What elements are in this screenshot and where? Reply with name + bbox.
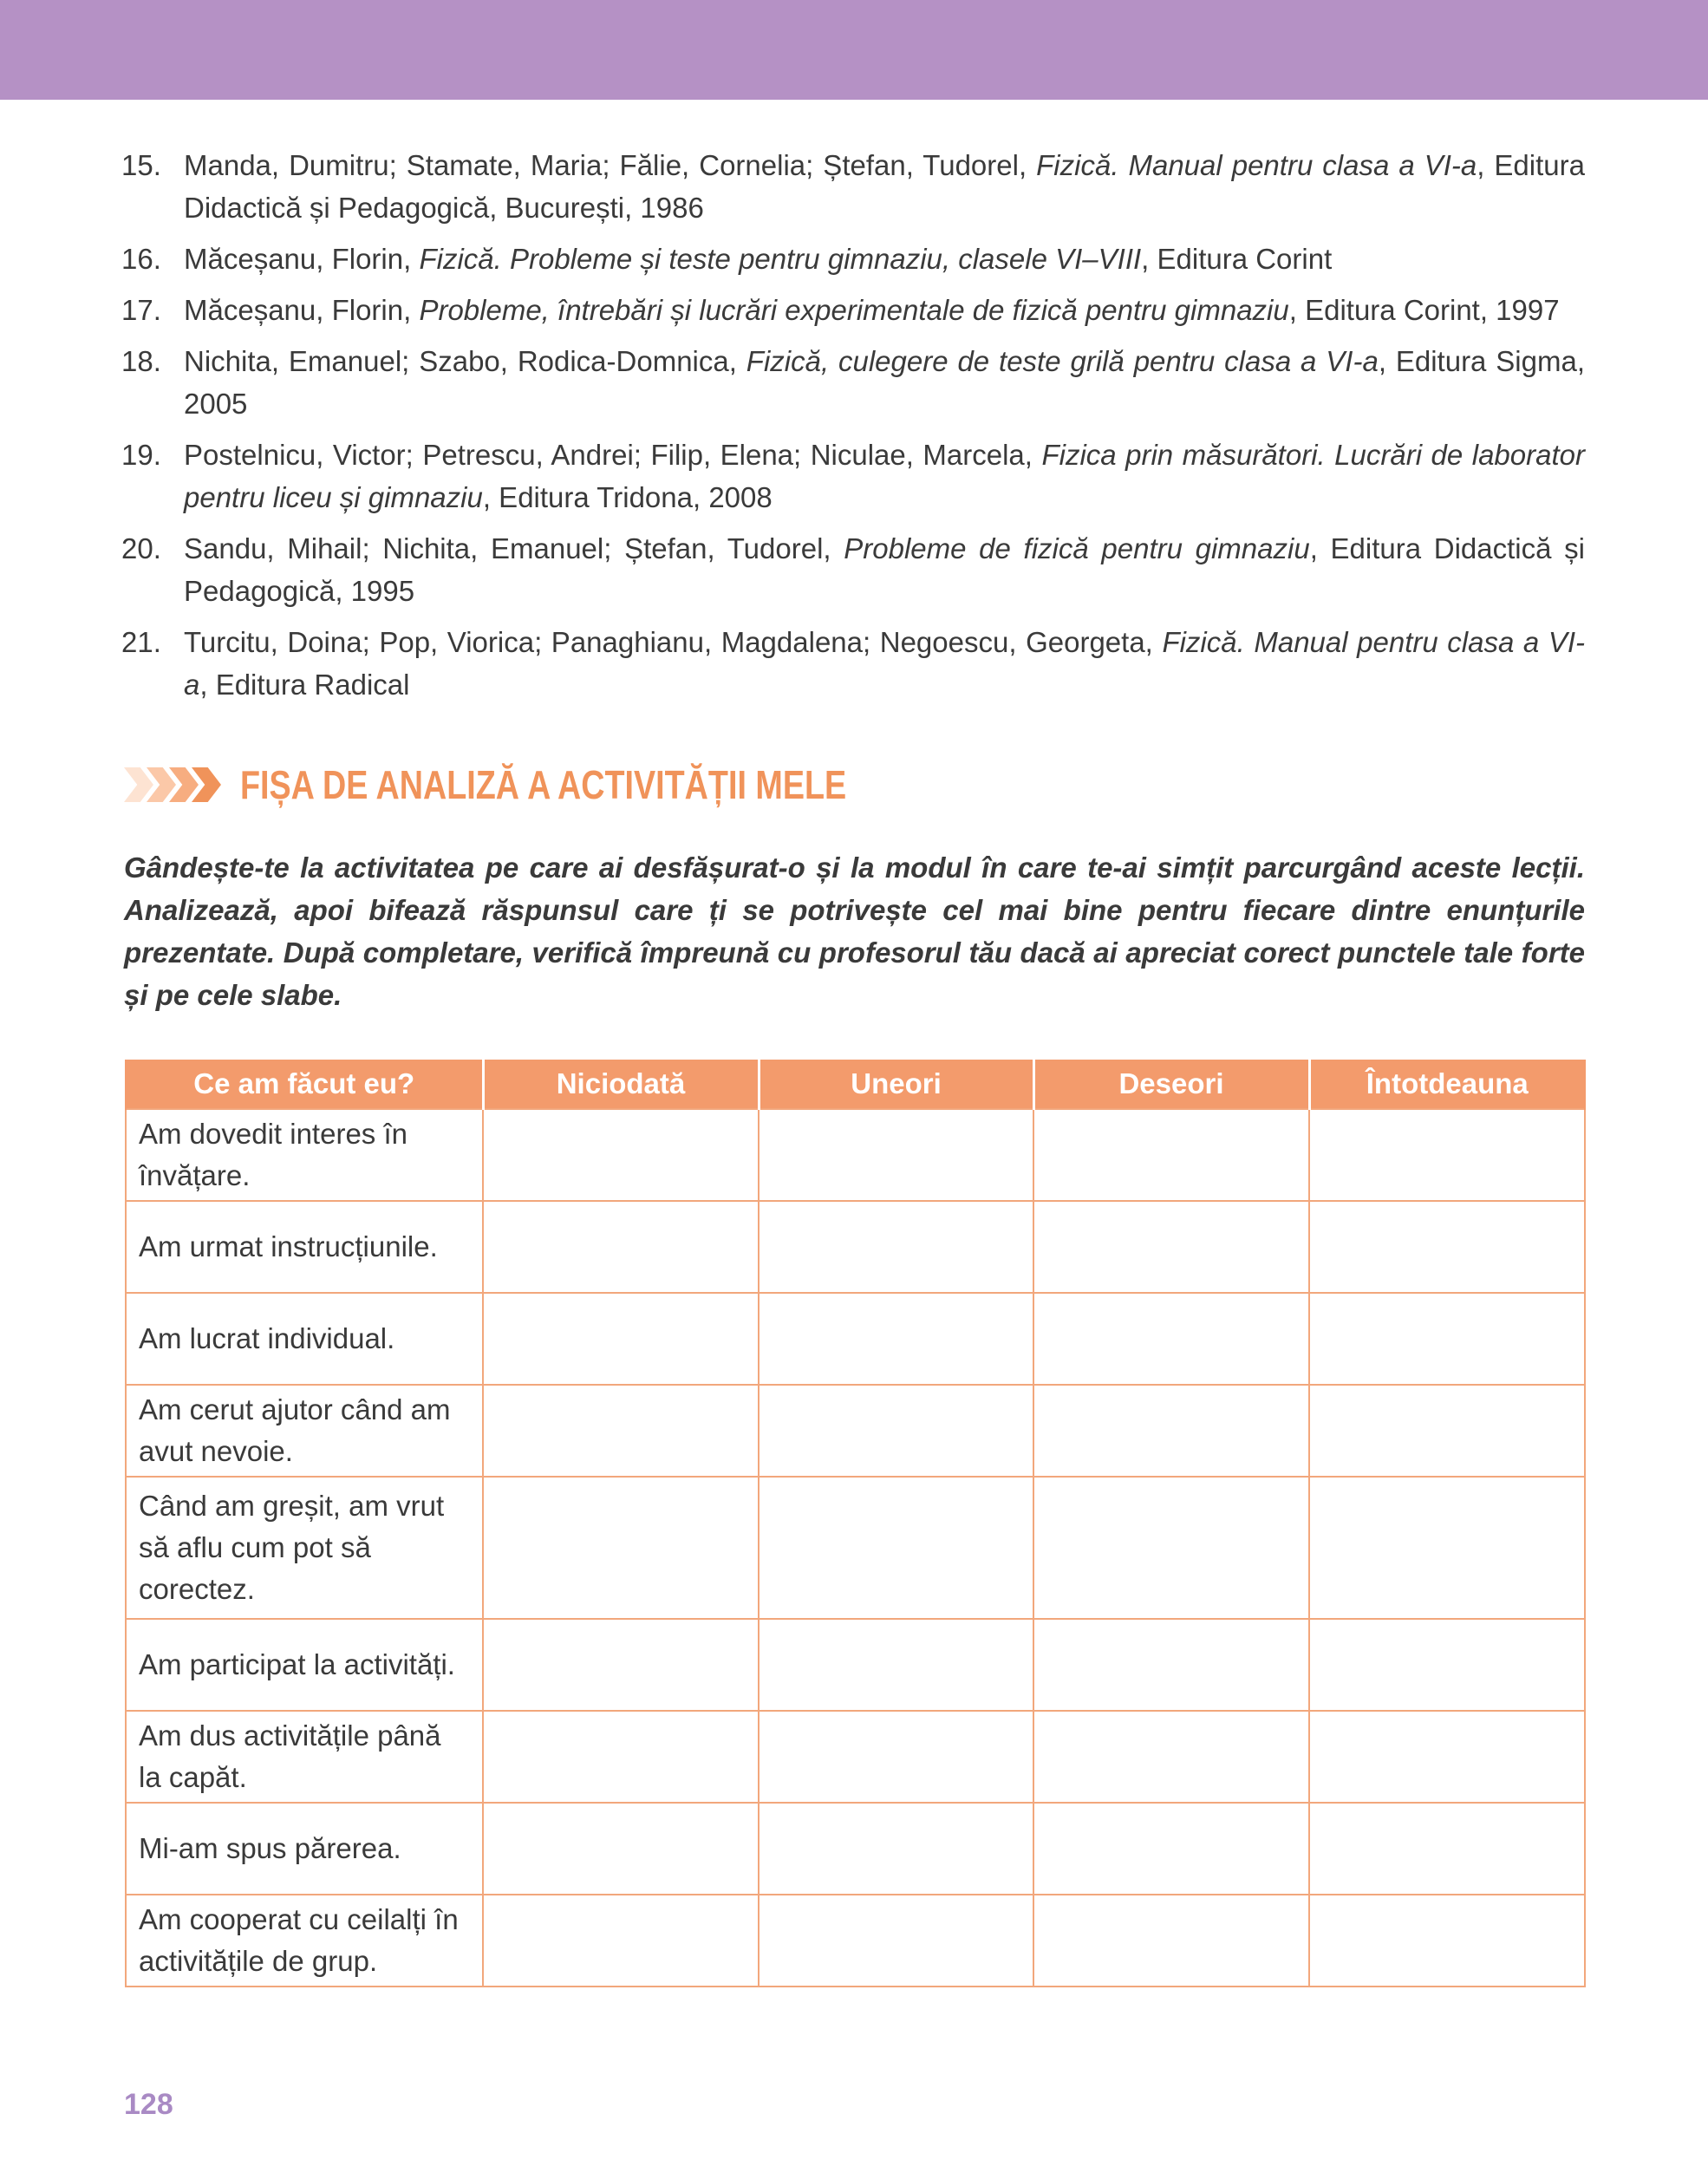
checkbox-cell-sometimes[interactable] (759, 1711, 1033, 1803)
item-publisher: , Editura Sigma, 2005 (184, 345, 1585, 420)
activity-statement: Când am greșit, am vrut să aflu cum pot să corectez. (126, 1477, 483, 1619)
checkbox-cell-sometimes[interactable] (759, 1477, 1033, 1619)
bibliography-item (121, 527, 1585, 612)
table-row (126, 1109, 1585, 1201)
checkbox-cell-never[interactable] (483, 1803, 759, 1895)
bibliography-item (121, 434, 1585, 519)
bibliography-item (121, 340, 1585, 425)
bibliography-item (121, 621, 1585, 706)
section-heading (124, 754, 980, 815)
checkbox-cell-sometimes[interactable] (759, 1895, 1033, 1987)
checkbox-cell-always[interactable] (1309, 1293, 1585, 1385)
checkbox-cell-often[interactable] (1033, 1109, 1309, 1201)
checkbox-cell-sometimes[interactable] (759, 1293, 1033, 1385)
item-number: 19. (121, 439, 161, 471)
header-sometimes: Uneori (759, 1060, 1033, 1109)
item-authors: Măceșanu, Florin, (184, 243, 420, 275)
item-title: Fizică, culegere de teste grilă pentru clasa a VI-a (746, 345, 1379, 377)
top-color-band (0, 0, 1708, 100)
item-publisher: , Editura Corint, 1997 (1288, 294, 1560, 326)
bibliography-item (121, 144, 1585, 229)
activity-statement: Mi-am spus părerea. (126, 1803, 483, 1895)
checkbox-cell-often[interactable] (1033, 1619, 1309, 1711)
instructions-text: Gândește-te la activitatea pe care ai desfășurat-o și la modul în care te-ai simțit parcurgând aceste lecții. Analizează, apoi bifează răspunsul care ți se potrivește cel mai bine pentru fiecare dintre enunțurile prezentate. După completare, verifică împreună cu profesorul tău dacă ai apreciat corect punctele tale forte și pe cele slabe. (124, 851, 1585, 1011)
item-number: 17. (121, 294, 161, 326)
item-number: 16. (121, 243, 161, 275)
item-number: 15. (121, 149, 161, 181)
item-authors: Măceșanu, Florin, (184, 294, 420, 326)
bibliography-item (121, 289, 1585, 331)
checkbox-cell-always[interactable] (1309, 1803, 1585, 1895)
item-number: 20. (121, 532, 161, 564)
checkbox-cell-never[interactable] (483, 1477, 759, 1619)
page-number: 128 (124, 2088, 173, 2121)
item-title: Fizica prin măsurători. Lucrări de laborator pentru liceu și gimnaziu (184, 439, 1585, 513)
activity-statement: Am cooperat cu ceilalți în activitățile de grup. (126, 1895, 483, 1987)
checkbox-cell-often[interactable] (1033, 1385, 1309, 1477)
checkbox-cell-always[interactable] (1309, 1895, 1585, 1987)
activity-statement: Am lucrat individual. (126, 1293, 483, 1385)
item-title: Probleme de fizică pentru gimnaziu (844, 532, 1310, 564)
table-row (126, 1711, 1585, 1803)
checkbox-cell-always[interactable] (1309, 1477, 1585, 1619)
checkbox-cell-never[interactable] (483, 1385, 759, 1477)
checkbox-cell-sometimes[interactable] (759, 1619, 1033, 1711)
self-evaluation-table (125, 1060, 1586, 1987)
table-row (126, 1201, 1585, 1293)
item-number: 21. (121, 626, 161, 658)
checkbox-cell-always[interactable] (1309, 1711, 1585, 1803)
checkbox-cell-sometimes[interactable] (759, 1803, 1033, 1895)
item-title: Probleme, întrebări și lucrări experimentale de fizică pentru gimnaziu (419, 294, 1289, 326)
section-title: FIȘA DE ANALIZĂ A ACTIVITĂȚII MELE (240, 762, 847, 807)
item-publisher: , Editura Didactică și Pedagogică, 1995 (184, 532, 1585, 607)
chevron-arrows-icon (124, 767, 214, 802)
checkbox-cell-never[interactable] (483, 1711, 759, 1803)
checkbox-cell-often[interactable] (1033, 1293, 1309, 1385)
checkbox-cell-often[interactable] (1033, 1711, 1309, 1803)
checkbox-cell-often[interactable] (1033, 1201, 1309, 1293)
checkbox-cell-sometimes[interactable] (759, 1385, 1033, 1477)
bibliography-list (121, 144, 1585, 714)
item-authors: Postelnicu, Victor; Petrescu, Andrei; Filip, Elena; Niculae, Marcela, (184, 439, 1042, 471)
activity-statement: Am participat la activități. (126, 1619, 483, 1711)
item-title: Fizică. Manual pentru clasa a VI-a (184, 626, 1586, 701)
item-publisher: , Editura Didactică și Pedagogică, București, 1986 (184, 149, 1585, 224)
item-publisher: , Editura Tridona, 2008 (482, 481, 773, 513)
item-publisher: , Editura Radical (199, 669, 410, 701)
checkbox-cell-never[interactable] (483, 1619, 759, 1711)
table-row (126, 1477, 1585, 1619)
activity-statement: Am cerut ajutor când am avut nevoie. (126, 1385, 483, 1477)
item-title: Fizică. Probleme și teste pentru gimnaziu, clasele VI–VIII (419, 243, 1142, 275)
checkbox-cell-often[interactable] (1033, 1895, 1309, 1987)
item-number: 18. (121, 345, 161, 377)
item-title: Fizică. Manual pentru clasa a VI-a (1036, 149, 1477, 181)
header-activity: Ce am făcut eu? (126, 1060, 483, 1109)
item-authors: Nichita, Emanuel; Szabo, Rodica-Domnica, (184, 345, 746, 377)
header-never: Niciodată (483, 1060, 759, 1109)
table-row (126, 1803, 1585, 1895)
table-row (126, 1619, 1585, 1711)
checkbox-cell-never[interactable] (483, 1293, 759, 1385)
header-often: Deseori (1033, 1060, 1309, 1109)
item-authors: Manda, Dumitru; Stamate, Maria; Fălie, Cornelia; Ștefan, Tudorel, (184, 149, 1037, 181)
item-authors: Turcitu, Doina; Pop, Viorica; Panaghianu, Magdalena; Negoescu, Georgeta, (184, 626, 1163, 658)
table-row (126, 1895, 1585, 1987)
activity-statement: Am dus activitățile până la capăt. (126, 1711, 483, 1803)
checkbox-cell-sometimes[interactable] (759, 1109, 1033, 1201)
table-header-row (126, 1060, 1585, 1109)
checkbox-cell-always[interactable] (1309, 1201, 1585, 1293)
item-authors: Sandu, Mihail; Nichita, Emanuel; Ștefan, Tudorel, (184, 532, 844, 564)
checkbox-cell-always[interactable] (1309, 1385, 1585, 1477)
checkbox-cell-often[interactable] (1033, 1803, 1309, 1895)
checkbox-cell-never[interactable] (483, 1201, 759, 1293)
activity-statement: Am dovedit interes în învățare. (126, 1109, 483, 1201)
checkbox-cell-always[interactable] (1309, 1109, 1585, 1201)
bibliography-item (121, 238, 1585, 280)
table-row (126, 1293, 1585, 1385)
checkbox-cell-often[interactable] (1033, 1477, 1309, 1619)
checkbox-cell-sometimes[interactable] (759, 1201, 1033, 1293)
checkbox-cell-always[interactable] (1309, 1619, 1585, 1711)
checkbox-cell-never[interactable] (483, 1895, 759, 1987)
header-always: Întotdeauna (1309, 1060, 1585, 1109)
checkbox-cell-never[interactable] (483, 1109, 759, 1201)
activity-statement: Am urmat instrucțiunile. (126, 1201, 483, 1293)
item-publisher: , Editura Corint (1141, 243, 1333, 275)
table-row (126, 1385, 1585, 1477)
